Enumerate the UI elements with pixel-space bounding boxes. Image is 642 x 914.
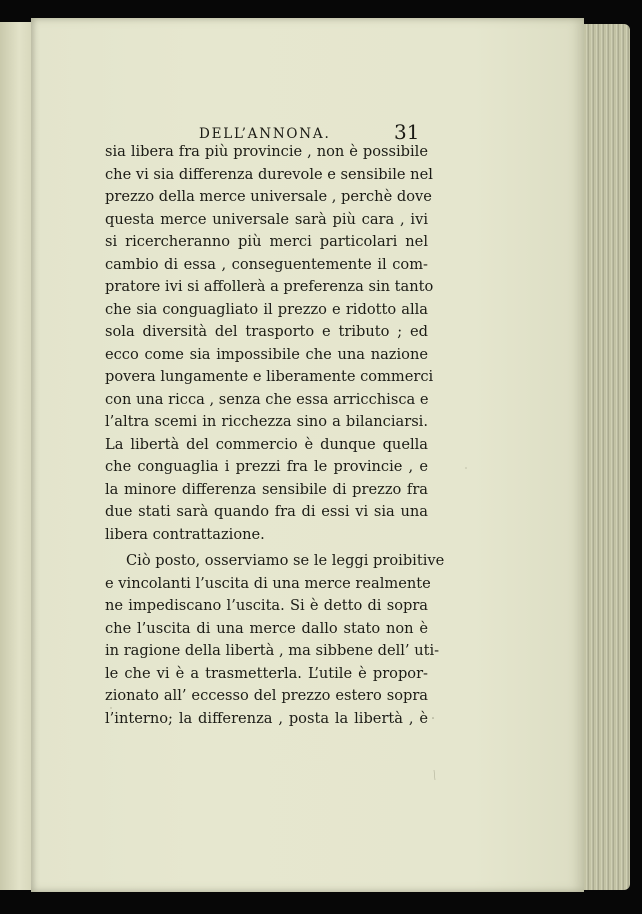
text-line: ecco come sia impossibile che una nazione: [105, 345, 428, 363]
text-line: cambio di essa , conseguentemente il com-: [105, 255, 428, 273]
text-line: questa merce universale sarà più cara , ivi: [105, 210, 428, 228]
body-text: [105, 141, 445, 730]
text-line: La libertà del commercio è dunque quella: [105, 435, 428, 453]
text-line: pratore ivi si affollerà a preferenza sin tanto: [105, 278, 434, 295]
text-line: zionato all’ eccesso del prezzo estero sopra: [105, 687, 428, 704]
text-line: sola diversità del trasporto e tributo ; ed: [105, 323, 428, 340]
text-line: libera contrattazione.: [105, 525, 265, 543]
text-line: prezzo della merce universale , perchè dove: [105, 188, 432, 205]
text-line: povera lungamente e liberamente commerci: [105, 368, 434, 385]
paragraph: [105, 550, 445, 730]
text-line: che vi sia differenza durevole e sensibile nel: [105, 165, 433, 183]
paragraph: [105, 141, 434, 546]
running-title: DELL’ANNONA.: [199, 126, 331, 142]
text-line: sia libera fra più provincie , non è possibile: [105, 143, 428, 160]
text-line: due stati sarà quando fra di essi vi sia una: [105, 503, 428, 520]
text-line: la minore differenza sensibile di prezzo fra: [105, 480, 428, 498]
text-line: si ricercheranno più merci particolari nel: [105, 233, 428, 250]
text-line: con una ricca , senza che essa arricchisca e: [105, 390, 429, 408]
text-line: che conguaglia i prezzi fra le provincie , e: [105, 458, 428, 475]
page-number: 31: [394, 120, 420, 144]
book-page: [31, 18, 584, 892]
text-line: e vincolanti l’uscita di una merce realmente: [105, 574, 431, 592]
text-line: in ragione della libertà , ma sibbene dell’ uti-: [105, 642, 440, 659]
text-line: che sia conguagliato il prezzo e ridotto alla: [105, 300, 428, 318]
text-line: che l’uscita di una merce dallo stato non è: [105, 619, 428, 637]
text-line: le che vi è a trasmetterla. L’utile è propor-: [105, 664, 428, 682]
left-page-edge: [0, 22, 33, 890]
text-line: l’altra scemi in ricchezza sino a bilanciarsi.: [105, 413, 428, 430]
text-line: Ciò posto, osserviamo se le leggi proibitive: [126, 552, 445, 569]
text-line: l’interno; la differenza , posta la libertà , è: [105, 709, 428, 727]
text-line: ne impediscano l’uscita. Si è detto di sopra: [105, 597, 428, 614]
